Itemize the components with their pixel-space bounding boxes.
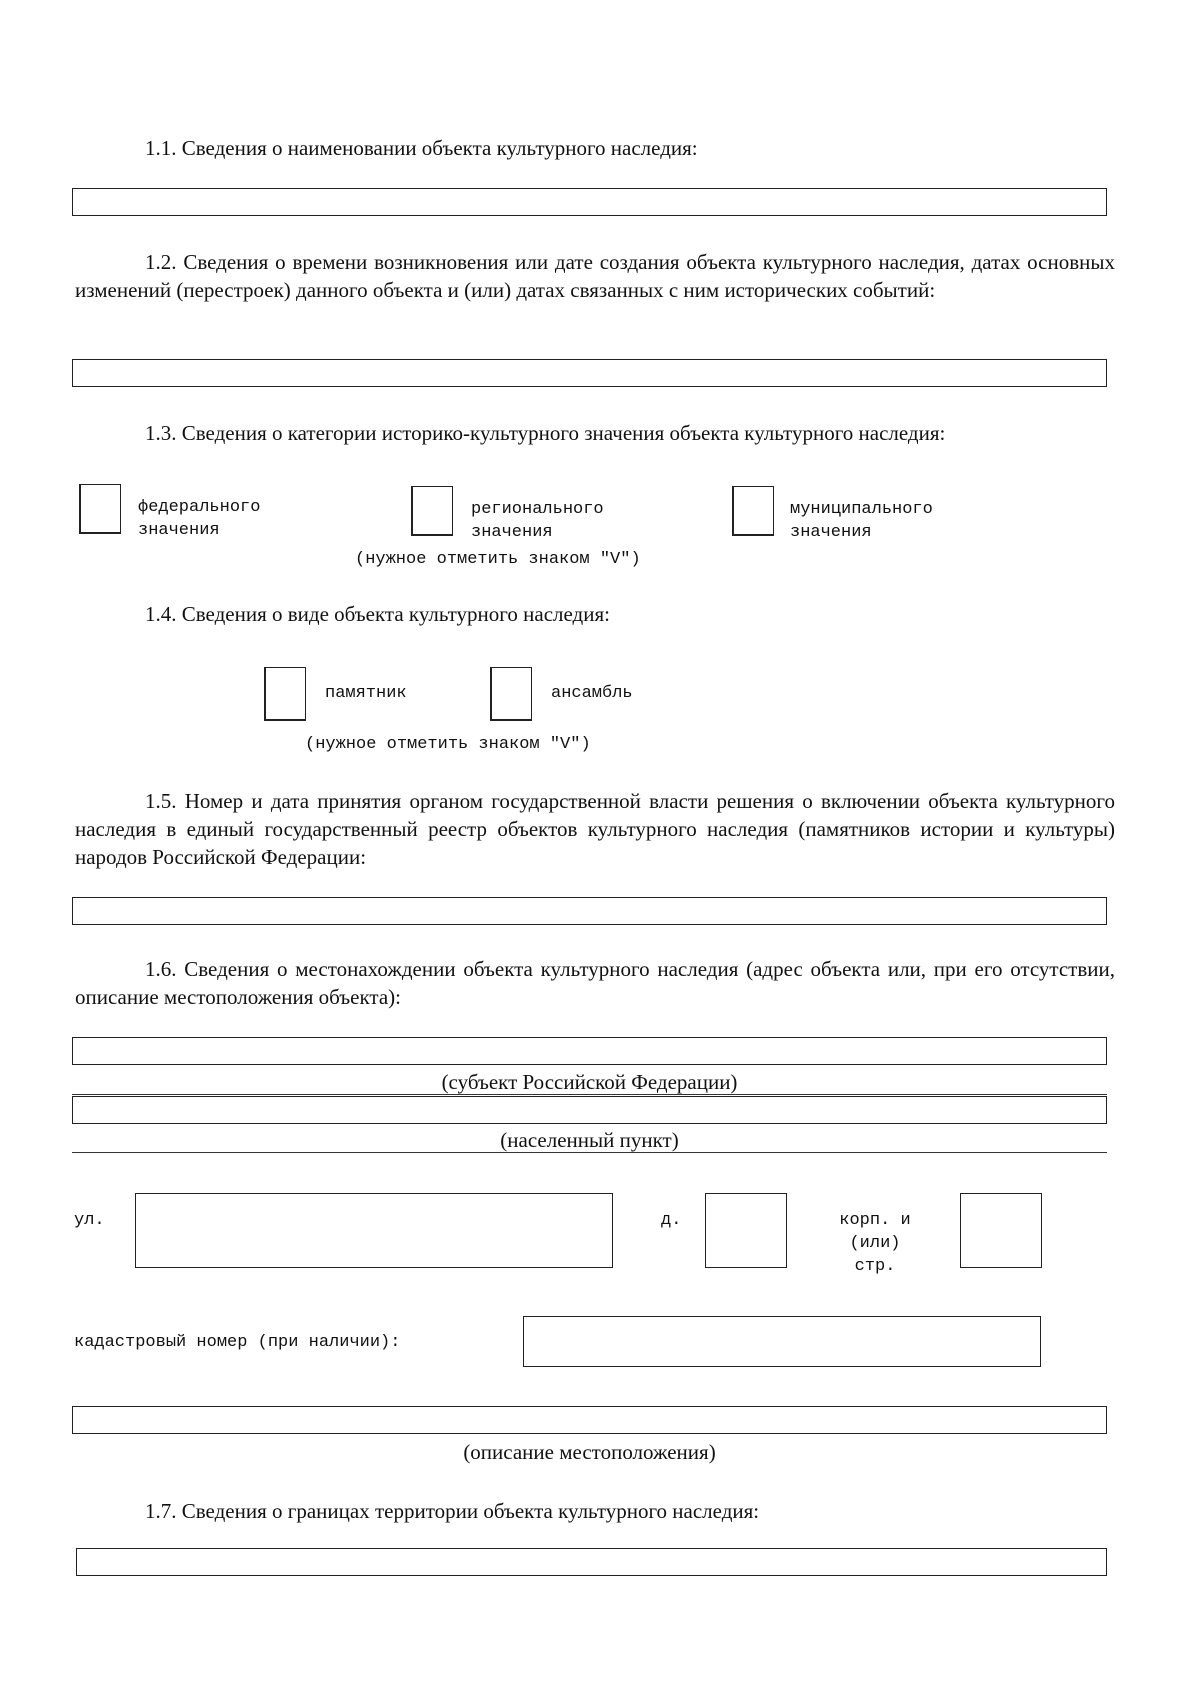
building-label-line1: корп. и <box>839 1211 911 1230</box>
regional-label-line2: значения <box>471 523 553 542</box>
street-label: ул. <box>74 1211 105 1230</box>
building-label-line3: стр. <box>854 1257 896 1276</box>
section-1-6-title: 1.6. Сведения о местонахождении объекта культурного наследия (адрес объекта или, при его отсутствии, описание местоположения объекта): <box>75 957 1115 1009</box>
divider <box>72 1152 1107 1153</box>
federation-subject-caption-text: (субъект Российской Федерации) <box>441 1070 738 1094</box>
building-label <box>820 1209 930 1278</box>
street-field[interactable] <box>135 1193 613 1268</box>
municipal-label-line2: значения <box>790 523 872 542</box>
federation-subject-field[interactable] <box>72 1037 1107 1065</box>
locality-caption-text: (населенный пункт) <box>500 1128 679 1152</box>
monument-label: памятник <box>325 684 407 703</box>
type-hint: (нужное отметить знаком "V") <box>305 735 591 754</box>
federal-label-line1: федерального <box>138 498 261 517</box>
house-field[interactable] <box>705 1193 787 1268</box>
federal-label <box>138 496 260 542</box>
category-hint: (нужное отметить знаком "V") <box>355 550 641 569</box>
ensemble-checkbox[interactable] <box>490 667 532 721</box>
divider <box>72 1094 1107 1095</box>
section-1-3-title: 1.3. Сведения о категории историко-культурного значения объекта культурного наследия: <box>145 421 946 445</box>
object-name-field[interactable] <box>72 188 1107 216</box>
municipal-checkbox[interactable] <box>732 486 774 536</box>
location-description-caption: (описание местоположения) <box>463 1440 716 1464</box>
object-dates-field[interactable] <box>72 359 1107 387</box>
territory-boundaries-field[interactable] <box>76 1548 1107 1576</box>
regional-label <box>471 498 604 544</box>
monument-checkbox[interactable] <box>264 667 306 721</box>
locality-caption <box>72 1126 1107 1154</box>
cadastral-number-field[interactable] <box>523 1316 1041 1367</box>
municipal-label <box>790 498 933 544</box>
house-label: д. <box>661 1211 682 1230</box>
section-1-2-title: 1.2. Сведения о времени возникновения или дате создания объекта культурного наследия, датах основных изменений (перестроек) данного объекта и (или) датах связанных с ним исторических событий: <box>75 250 1115 302</box>
locality-field[interactable] <box>72 1096 1107 1124</box>
municipal-label-line1: муниципального <box>790 500 933 519</box>
ensemble-label: ансамбль <box>551 684 633 703</box>
federal-label-line2: значения <box>138 521 220 540</box>
building-field[interactable] <box>960 1193 1042 1268</box>
location-description-field[interactable] <box>72 1406 1107 1434</box>
regional-label-line1: регионального <box>471 500 604 519</box>
cadastral-label: кадастровый номер (при наличии): <box>74 1333 401 1352</box>
registry-decision-field[interactable] <box>72 897 1107 925</box>
federal-checkbox[interactable] <box>79 484 121 534</box>
section-1-4-title: 1.4. Сведения о виде объекта культурного наследия: <box>145 602 610 626</box>
section-1-1-title: 1.1. Сведения о наименовании объекта культурного наследия: <box>145 136 698 160</box>
building-label-line2: (или) <box>849 1234 901 1253</box>
federation-subject-caption <box>72 1068 1107 1096</box>
section-1-7-title: 1.7. Сведения о границах территории объекта культурного наследия: <box>145 1499 760 1523</box>
section-1-5-title: 1.5. Номер и дата принятия органом государственной власти решения о включении объекта культурного наследия в единый государственный реестр объектов культурного наследия (памятников истории и культуры) народов Российской Федерации: <box>75 789 1115 869</box>
regional-checkbox[interactable] <box>411 486 453 536</box>
